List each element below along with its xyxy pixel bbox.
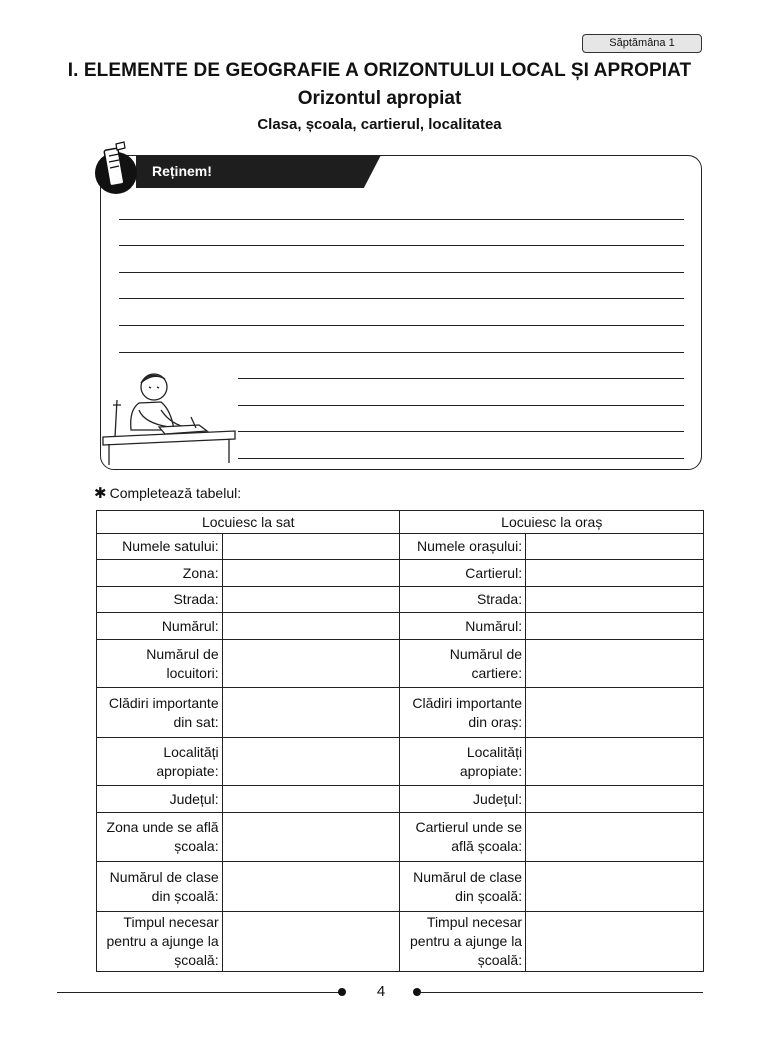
- writing-line: [238, 458, 684, 459]
- column-header-village: Locuiesc la sat: [97, 511, 400, 534]
- writing-line: [119, 272, 684, 273]
- village-answer-cell[interactable]: [222, 640, 400, 688]
- table-row: [97, 560, 704, 587]
- city-row-label: Localități apropiate:: [400, 738, 526, 786]
- village-row-label: Zona unde se află școala:: [97, 813, 223, 862]
- table-row: [97, 587, 704, 613]
- city-row-label: Numărul de cartiere:: [400, 640, 526, 688]
- city-answer-cell[interactable]: [526, 912, 704, 972]
- city-answer-cell[interactable]: [526, 738, 704, 786]
- city-row-label: Cartierul:: [400, 560, 526, 587]
- retain-label: Reținem!: [152, 163, 212, 179]
- table-row: [97, 862, 704, 912]
- writing-line: [119, 352, 684, 353]
- village-row-label: Zona:: [97, 560, 223, 587]
- writing-line: [119, 245, 684, 246]
- footer-rule-right: [418, 992, 703, 993]
- table-row: [97, 813, 704, 862]
- village-row-label: Localități apropiate:: [97, 738, 223, 786]
- footer-rule-left: [57, 992, 342, 993]
- village-row-label: Numărul de clase din școală:: [97, 862, 223, 912]
- city-row-label: Strada:: [400, 587, 526, 613]
- lesson-title: Orizontul apropiat: [297, 88, 462, 109]
- instruction-text: Completează tabelul:: [109, 485, 242, 501]
- village-answer-cell[interactable]: [222, 560, 400, 587]
- table-row: [97, 738, 704, 786]
- city-answer-cell[interactable]: [526, 640, 704, 688]
- city-row-label: Numele orașului:: [400, 534, 526, 560]
- city-row-label: Clădiri importante din oraș:: [400, 688, 526, 738]
- village-answer-cell[interactable]: [222, 613, 400, 640]
- village-answer-cell[interactable]: [222, 912, 400, 972]
- village-answer-cell[interactable]: [222, 587, 400, 613]
- village-answer-cell[interactable]: [222, 786, 400, 813]
- table-row: [97, 786, 704, 813]
- city-row-label: Numărul de clase din școală:: [400, 862, 526, 912]
- writing-line: [238, 431, 684, 432]
- city-answer-cell[interactable]: [526, 613, 704, 640]
- table-row: [97, 640, 704, 688]
- exercise-instruction: [94, 484, 241, 502]
- page-number: 4: [376, 983, 386, 1000]
- village-answer-cell[interactable]: [222, 813, 400, 862]
- village-answer-cell[interactable]: [222, 688, 400, 738]
- city-answer-cell[interactable]: [526, 534, 704, 560]
- column-header-city: Locuiesc la oraș: [400, 511, 704, 534]
- writing-line: [119, 325, 684, 326]
- village-answer-cell[interactable]: [222, 862, 400, 912]
- city-answer-cell[interactable]: [526, 813, 704, 862]
- village-row-label: Numele satului:: [97, 534, 223, 560]
- city-answer-cell[interactable]: [526, 560, 704, 587]
- city-row-label: Județul:: [400, 786, 526, 813]
- pen-with-paper-icon: [94, 140, 142, 198]
- village-row-label: Strada:: [97, 587, 223, 613]
- footer-dot-left: [338, 988, 346, 996]
- chapter-title: I. ELEMENTE DE GEOGRAFIE A ORIZONTULUI LOCAL ȘI APROPIAT: [67, 60, 692, 81]
- city-row-label: Timpul necesar pentru a ajunge la școală:: [400, 912, 526, 972]
- village-row-label: Județul:: [97, 786, 223, 813]
- village-answer-cell[interactable]: [222, 738, 400, 786]
- writing-line: [238, 378, 684, 379]
- city-answer-cell[interactable]: [526, 587, 704, 613]
- city-row-label: Cartierul unde se află școala:: [400, 813, 526, 862]
- city-answer-cell[interactable]: [526, 688, 704, 738]
- table-row: [97, 912, 704, 972]
- fill-in-table: [96, 510, 704, 972]
- village-row-label: Numărul de locuitori:: [97, 640, 223, 688]
- table-header-row: [97, 511, 704, 534]
- writing-line: [119, 219, 684, 220]
- week-badge: Săptămâna 1: [582, 34, 702, 53]
- village-answer-cell[interactable]: [222, 534, 400, 560]
- table-row: [97, 613, 704, 640]
- village-row-label: Timpul necesar pentru a ajunge la școală:: [97, 912, 223, 972]
- table-row: [97, 534, 704, 560]
- city-answer-cell[interactable]: [526, 862, 704, 912]
- village-row-label: Numărul:: [97, 613, 223, 640]
- table-row: [97, 688, 704, 738]
- asterisk-star-icon: ✱: [94, 485, 107, 502]
- city-answer-cell[interactable]: [526, 786, 704, 813]
- student-writing-illustration: [99, 365, 239, 465]
- writing-line: [238, 405, 684, 406]
- lesson-subtitle: Clasa, școala, cartierul, localitatea: [257, 116, 502, 133]
- city-row-label: Numărul:: [400, 613, 526, 640]
- writing-line: [119, 298, 684, 299]
- village-row-label: Clădiri importante din sat:: [97, 688, 223, 738]
